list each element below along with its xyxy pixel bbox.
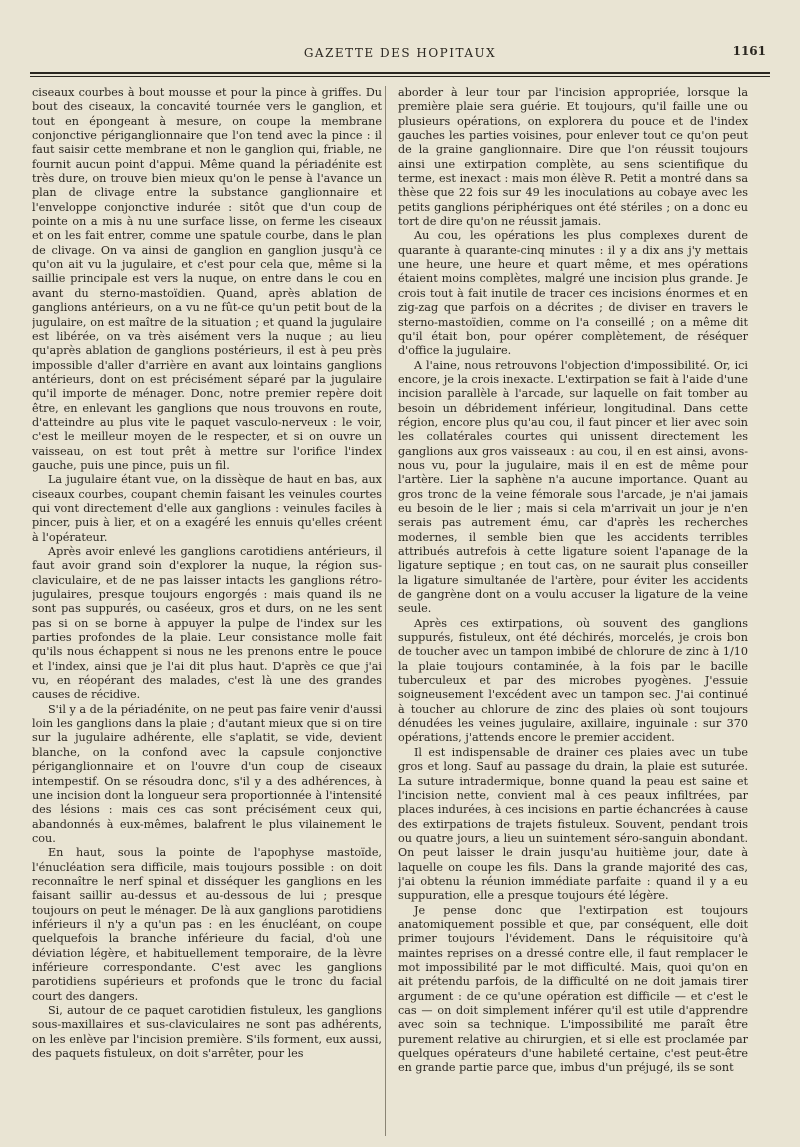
paragraph: En haut, sous la pointe de l'apophyse mastoïde, l'énucléation sera difficile, mais toujours possible : on doit reconnaître le nerf spinal et disséquer les ganglions en les faisant saillir au-dessus et au-dessous de lui ; presque toujours on peut le ménager. De là aux ganglions parotidiens inférieurs il n'y a qu'un pas : en les énucléant, on coupe quelquefois la branche inférieure du facial, d'où une déviation légère, et habituellement temporaire, de la lèvre inférieure correspondante. C'est avec les ganglions parotidiens supérieurs et profonds que le tronc du facial court des dangers. [32, 846, 382, 1003]
paragraph: Après avoir enlevé les ganglions carotidiens antérieurs, il faut avoir grand soin d'explorer la nuque, la région sus-claviculaire, et de ne pas laisser intacts les ganglions rétro-jugulaires, presque toujours engorgés : mais quand ils ne sont pas suppurés, ou caséeux, gros et durs, on ne les sent pas si on se borne à appuyer la pulpe de l'index sur les parties profondes de la plaie. Leur consistance molle fait qu'ils nous échappent si nous ne les prenons entre le pouce et l'index, ainsi que je l'ai dit plus haut. D'après ce que j'ai vu, en réopérant des malades, c'est là une des grandes causes de récidive. [32, 545, 382, 702]
paragraph: Il est indispensable de drainer ces plaies avec un tube gros et long. Sauf au passage du drain, la plaie est suturée. La suture intradermique, bonne quand la peau est saine et l'incision nette, convient mal à ces peaux infiltrées, par places indurées, à ces incisions en partie échancrées à cause des extirpations de trajets fistuleux. Souvent, pendant trois ou quatre jours, a lieu un suintement séro-sanguin abondant. On peut laisser le drain jusqu'au huitième jour, date à laquelle on coupe les fils. Dans la grande majorité des cas, j'ai obtenu la réunion immédiate parfaite : quand il y a eu suppuration, elle a presque toujours été légère. [398, 745, 748, 903]
paragraph: S'il y a de la périadénite, on ne peut pas faire venir d'aussi loin les ganglions dans la plaie ; d'autant mieux que si on tire sur la jugulaire adhérente, elle s'aplatit, se vide, devient blanche, on la confond avec la capsule conjonctive périganglionnaire et on l'ouvre d'un coup de ciseaux intempestif. On se résoudra donc, s'il y a des adhérences, à une incision dont la longueur sera proportionnée à l'intensité des lésions : mais ces cas sont précisément ceux qui, abandonnés à eux-mêmes, balafrent le plus vilainement le cou. [32, 702, 382, 845]
header-rule [30, 72, 770, 74]
left-column [32, 86, 382, 1136]
paragraph: Je pense donc que l'extirpation est toujours anatomiquement possible et que, par conséquent, elle doit primer toujours l'évidement. Dans le réquisitoire qu'à maintes reprises on a dressé contre elle, il faut remplacer le mot impossibilité par le mot difficulté. Mais, quoi qu'on en ait prétendu parfois, de la difficulté on ne doit jamais tirer argument : de ce qu'une opération est difficile — et c'est le cas — on doit simplement inférer qu'il est utile d'apprendre avec soin sa technique. L'impossibilité me paraît être purement relative au chirurgien, et si elle est proclamée par quelques opérateurs d'une habileté certaine, c'est peut-être en grande partie parce que, imbus d'un préjugé, ils se sont [398, 903, 748, 1075]
paragraph: Au cou, les opérations les plus complexes durent de quarante à quarante-cinq minutes : il y a dix ans j'y mettais une heure, une heure et quart même, et mes opérations étaient moins complètes, malgré une incision plus grande. Je crois tout à fait inutile de tracer ces incisions énormes et en zig-zag que parfois on a décrites ; de diviser en travers le sterno-mastoïdien, comme on l'a conseillé ; on a même dit qu'il était bon, pour opérer complètement, de réséquer d'office la jugulaire. [398, 229, 748, 358]
right-column [398, 86, 748, 1136]
paragraph: Après ces extirpations, où souvent des ganglions suppurés, fistuleux, ont été déchirés, morcelés, je crois bon de toucher avec un tampon imbibé de chlorure de zinc à 1/10 la plaie toujours contaminée, à la fois par le bacille tuberculeux et par des microbes pyogènes. J'essuie soigneusement l'excédent avec un tampon sec. J'ai continué à toucher au chlorure de zinc des plaies où sont toujours dénudées les veines jugulaire, axillaire, inguinale : sur 370 opérations, j'attends encore le premier accident. [398, 616, 748, 745]
paragraph: A l'aine, nous retrouvons l'objection d'impossibilité. Or, ici encore, je la crois inexacte. L'extirpation se fait à l'aide d'une incision parallèle à l'arcade, sur laquelle on fait tomber au besoin un débridement inférieur, longitudinal. Dans cette région, encore plus qu'au cou, il faut pincer et lier avec soin les collatérales courtes qui unissent directement les ganglions aux gros vaisseaux : au cou, il en est ainsi, avons-nous vu, pour la jugulaire, mais il en est de même pour l'artère. Lier la saphène n'a aucune importance. Quant au gros tronc de la veine fémorale sous l'arcade, je n'ai jamais eu besoin de le lier ; mais si cela m'arrivait un jour je n'en serais pas autrement ému, car d'après les recherches modernes, il semble bien que les accidents terribles attribués autrefois à cette ligature soient l'apanage de la ligature septique ; en tout cas, on ne saurait plus conseiller la ligature simultanée de l'artère, pour éviter les accidents de gangrène dont on a voulu accuser la ligature de la veine seule. [398, 358, 748, 616]
journal-title: GAZETTE DES HOPITAUX [303, 46, 497, 60]
column-divider [385, 86, 386, 1136]
header-rule-thin [30, 76, 770, 77]
paragraph: La jugulaire étant vue, on la dissèque de haut en bas, aux ciseaux courbes, coupant chemin faisant les veinules courtes qui vont directement d'elle aux ganglions : veinules faciles à pincer, puis à lier, et on a exagéré les ennuis qu'elles créent à l'opérateur. [32, 473, 382, 544]
page-number: 1161 [732, 44, 766, 58]
paragraph: aborder à leur tour par l'incision appropriée, lorsque la première plaie sera guérie. Et toujours, qu'il faille une ou plusieurs opérations, on explorera du pouce et de l'index gauches les parties voisines, pour enlever tout ce qu'on peut de la graine ganglionnaire. Dire que l'on réussit toujours ainsi une extirpation complète, au sens scientifique du terme, est inexact : mais mon élève R. Petit a montré dans sa thèse que 22 fois sur 49 les inoculations au cobaye avec les petits ganglions périphériques ont été stériles ; on a donc eu tort de dire qu'on ne réussit jamais. [398, 86, 748, 229]
paragraph: Si, autour de ce paquet carotidien fistuleux, les ganglions sous-maxillaires et sus-claviculaires ne sont pas adhérents, on les enlève par l'incision première. S'ils forment, eux aussi, des paquets fistuleux, on doit s'arrêter, pour les [32, 1004, 382, 1061]
paragraph: ciseaux courbes à bout mousse et pour la pince à griffes. Du bout des ciseaux, la concavité tournée vers le ganglion, et tout en épongeant à mesure, on coupe la membrane conjonctive périganglionnaire que l'on tend avec la pince : il faut saisir cette membrane et non le ganglion qui, friable, ne fournit aucun point d'appui. Même quand la périadénite est très dure, on trouve bien mieux qu'on le pense à l'avance un plan de clivage entre la substance ganglionnaire et l'enveloppe conjonctive indurée : sitôt que d'un coup de pointe on a mis à nu une surface lisse, on ferme les ciseaux et on les fait entrer, comme une spatule courbe, dans le plan de clivage. On va ainsi de ganglion en ganglion jusqu'à ce qu'on ait vu la jugulaire, et c'est pour cela que, même si la saillie principale est vers la nuque, on entre dans le cou en avant du sterno-mastoïdien. Quand, après ablation de ganglions antérieurs, on a vu ne fût-ce qu'un petit bout de la jugulaire, on est maître de la situation ; et quand la jugulaire est libérée, on va très aisément vers la nuque ; au lieu qu'après ablation de ganglions postérieurs, il est à peu près impossible d'aller d'arrière en avant aux lointains ganglions antérieurs, dont on est précisément séparé par la jugulaire qu'il importe de ménager. Donc, notre premier repère doit être, en enlevant les ganglions que nous trouvons en route, d'atteindre au plus vite le paquet vasculo-nerveux : le voir, c'est le meilleur moyen de le respecter, et si on ouvre un vaisseau, on est tout prêt à mettre sur l'orifice l'index gauche, puis une pince, puis un fil. [32, 86, 382, 472]
page-header [30, 44, 770, 66]
